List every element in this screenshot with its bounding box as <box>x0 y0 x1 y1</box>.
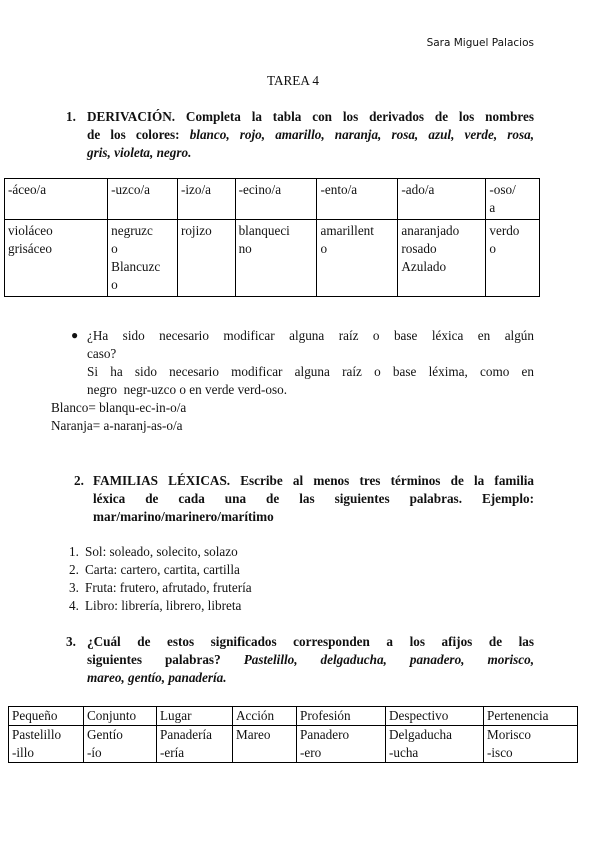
q3-words-list: Pastelillo, delgaducha, panadero, morisco, <box>243 652 534 667</box>
q1-line-2 <box>87 126 534 144</box>
header-oso: -oso/ a <box>489 182 516 215</box>
table-cell: Gentío -ío <box>84 726 157 763</box>
table-header-cell <box>177 179 235 220</box>
example-blanco: Blanco= blanqu-ec-in-o/a <box>51 400 187 415</box>
table-cell: Mareo <box>233 726 297 763</box>
example-naranja: Naranja= a-naranj-as-o/a <box>51 418 183 433</box>
table-header-cell: Despectivo <box>386 707 484 726</box>
header-uzco: -uzco/a <box>111 182 150 197</box>
q1-colors-label: de los colores: <box>87 127 180 142</box>
q2-example: mar/marino/marinero/marítimo <box>93 509 274 524</box>
q2-number: 2. <box>74 473 84 488</box>
q1-heading: DERIVACIÓN. <box>87 109 176 124</box>
cell-oso: verdo o <box>489 223 520 256</box>
table-row <box>9 726 578 763</box>
list-item: 2. Carta: cartero, cartita, cartilla <box>69 562 240 577</box>
bullet-question-line-1: ¿Ha sido necesario modificar alguna raíz o base léxica en algún <box>87 328 534 343</box>
table-cell <box>108 220 178 297</box>
q3-number: 3. <box>66 634 76 649</box>
table-cell: Pastelillo -illo <box>9 726 84 763</box>
q3-line-1: ¿Cuál de estos significados corresponden a los afijos de las <box>87 634 534 649</box>
table-row <box>5 220 540 297</box>
q1-colors-list-end: gris, violeta, negro. <box>87 145 192 160</box>
header-izo: -izo/a <box>180 182 211 197</box>
table-header-cell <box>108 179 178 220</box>
q2-line-2: léxica de cada una de las siguientes palabras. Ejemplo: <box>93 491 534 506</box>
q2-line-1: FAMILIAS LÉXICAS. Escribe al menos tres términos de la familia <box>93 473 534 488</box>
cell-uzco: negruzc o Blancuzc o <box>111 223 161 292</box>
bullet-icon: ● <box>71 328 79 342</box>
cell-ecino: blanqueci no <box>238 223 290 256</box>
header-ento: -ento/a <box>320 182 358 197</box>
list-item: 1. Sol: soleado, solecito, solazo <box>69 544 238 559</box>
q1-number: 1. <box>66 109 76 124</box>
q1-line-1 <box>87 108 534 126</box>
cell-aceo: violáceo grisáceo <box>8 223 53 256</box>
bullet-question-line-2: caso? <box>87 346 117 361</box>
cell-ento: amarillent o <box>320 223 374 256</box>
table-cell <box>317 220 398 297</box>
q3-line-2 <box>87 651 534 669</box>
page-title: TAREA 4 <box>266 73 320 88</box>
table-cell <box>177 220 235 297</box>
table-header-cell <box>235 179 317 220</box>
q1-colors-list: blanco, rojo, amarillo, naranja, rosa, azul, verde, rosa, <box>189 127 534 142</box>
table-cell <box>235 220 317 297</box>
table-header-cell <box>317 179 398 220</box>
header-ecino: -ecino/a <box>238 182 282 197</box>
list-item: 4. Libro: librería, librero, libreta <box>69 598 242 613</box>
table-cell: Morisco -isco <box>484 726 578 763</box>
answer-line-1: Si ha sido necesario modificar alguna raíz o base léxima, como en <box>87 364 534 379</box>
table-header-row <box>5 179 540 220</box>
table-cell <box>398 220 486 297</box>
table-header-cell <box>5 179 108 220</box>
table-header-cell: Lugar <box>157 707 233 726</box>
author-name: Sara Miguel Palacios <box>426 37 534 49</box>
q3-words-list-end: mareo, gentío, panadería. <box>87 670 227 685</box>
cell-ado: anaranjado rosado Azulado <box>401 223 460 274</box>
table-header-row <box>9 707 578 726</box>
table-header-cell: Pequeño <box>9 707 84 726</box>
table-cell <box>5 220 108 297</box>
table-cell: Panadero -ero <box>297 726 386 763</box>
table-cell <box>486 220 540 297</box>
table-header-cell: Pertenencia <box>484 707 578 726</box>
q3-words-label: siguientes palabras? <box>87 652 221 667</box>
list-item: 3. Fruta: frutero, afrutado, frutería <box>69 580 252 595</box>
q1-instruction: Completa la tabla con los derivados de los nombres <box>185 109 535 124</box>
table-header-cell <box>486 179 540 220</box>
table-cell: Panadería -ería <box>157 726 233 763</box>
table-cell: Delgaducha -ucha <box>386 726 484 763</box>
table-header-cell: Conjunto <box>84 707 157 726</box>
table-header-cell: Profesión <box>297 707 386 726</box>
table-header-cell <box>398 179 486 220</box>
derivation-table <box>4 178 540 297</box>
header-ado: -ado/a <box>401 182 435 197</box>
affix-table <box>8 706 578 763</box>
cell-izo: rojizo <box>180 223 212 238</box>
table-header-cell: Acción <box>233 707 297 726</box>
header-aceo: -áceo/a <box>8 182 47 197</box>
answer-line-2: negro negr-uzco o en verde verd-oso. <box>87 382 288 397</box>
